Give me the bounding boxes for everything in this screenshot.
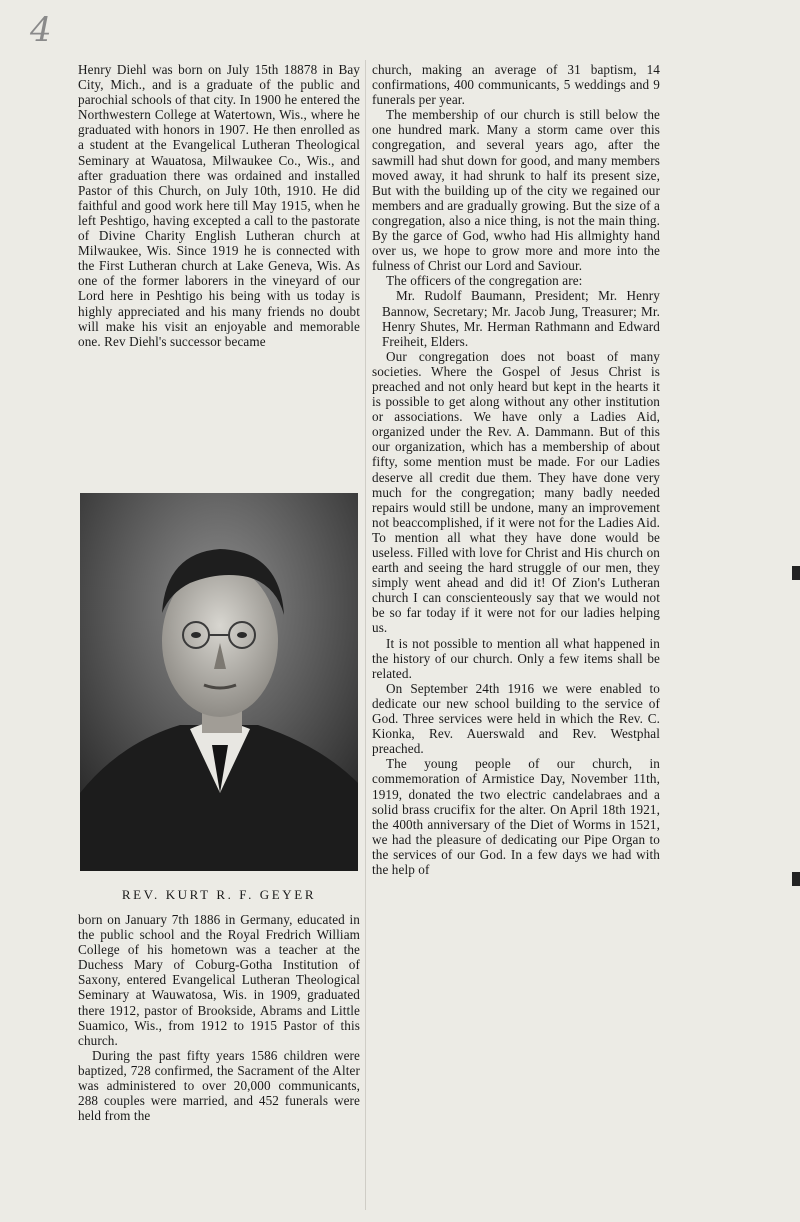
geyer-biography: born on January 7th 1886 in Germany, educated in the public school and the Royal Fredrich William College of his hometown was a teacher at the Duchess Mary of Coburg-Gotha Institution of Saxony, entered Evangelical Lutheran Theological Seminary at Wauwatosa, Wis. in 1909, graduated there 1912, pastor of Brookside, Abrams and Little Suamico, Wis., from 1912 to 1915 Pastor of this church.	[78, 912, 360, 1048]
portrait-photo	[80, 493, 358, 871]
page-number: 4	[30, 10, 52, 50]
right-column	[372, 62, 660, 877]
portrait-drawing	[80, 493, 358, 871]
column-divider	[365, 60, 366, 1210]
left-column-bottom	[78, 912, 360, 1123]
diehl-biography: Henry Diehl was born on July 15th 18878 in Bay City, Mich., and is a graduate of the public and parochial schools of that city. In 1900 he entered the Northwestern College at Watertown, Wis., where he graduated with honors in 1907. He then enrolled as a student at the Evangelical Lutheran Theological Seminary at Wauatosa, Milwaukee Co., Wis., and after graduation there was ordained and installed Pastor of this Church, on July 10th, 1910. He did faithful and good work here till May 1915, when he left Peshtigo, having excepted a call to the pastorate of Divine Charity English Lutheran church at Milwaukee, Wis. Since 1919 he is connected with the First Lutheran church at Lake Geneva, Wis. As one of the former laborers in the vineyard of our Lord here in Peshtigo his being with us today is highly appreciated and his many friends no doubt will make his visit an enjoyable and memorable one. Rev Diehl's successor became	[78, 62, 360, 349]
officers-heading: The officers of the congregation are:	[386, 273, 583, 289]
scan-mark	[792, 566, 800, 580]
armistice-paragraph: The young people of our church, in commemoration of Armistice Day, November 11th, 1919, donated the two electric candelabraes and a solid brass crucifix for the alter. On April 18th 1921, the 400th anniversary of the Diet of Worms in 1521, we had the pleasure of dedicating our Pipe Organ to the services of our God. In a few days we had with the help of	[372, 756, 660, 877]
photo-caption: REV. KURT R. F. GEYER	[121, 887, 317, 902]
scan-mark	[792, 872, 800, 886]
history-intro-paragraph: It is not possible to mention all what happened in the history of our church. Only a few items shall be related.	[372, 635, 660, 681]
ladies-aid-paragraph: Our congregation does not boast of many societies. Where the Gospel of Jesus Christ is preached and not only heard but kept in the hearts it is possible to get along without any other institution or associations. We have only a Ladies Aid, organized under the Rev. A. Dammann. But of this our organization, which has a membership of about fifty, some mention must be made. For our Ladies deserve all credit due them. They have done very much for the congregation; many badly needed repairs would still be undone, many an improvement not beaccomplished, if it were not for the Ladies Aid. To mention all what they have done would be useless. Filled with love for Christ and His church on earth and seeing the hard struggle of our men, they simply went ahead and did it! Of Zion's Lutheran church I can conscienteously say that we would not be so far today if it were not for our ladies helping us.	[372, 348, 660, 636]
statistics-paragraph: During the past fifty years 1586 children were baptized, 728 confirmed, the Sacrament of the Alter was administered to over 20,000 communicants, 288 couples were married, and 452 funerals were held from the	[78, 1047, 360, 1124]
school-dedication-paragraph: On September 24th 1916 we were enabled to dedicate our new school building to the service of God. Three services were held in which the Rev. C. Kionka, Rev. Auerswald and Rev. Westphal preached.	[372, 680, 660, 757]
averages-paragraph: church, making an average of 31 baptism, 14 confirmations, 400 communicants, 5 weddings and 9 funerals per year.	[372, 62, 660, 108]
officers-list: Mr. Rudolf Baumann, President; Mr. Henry Bannow, Secretary; Mr. Jacob Jung, Treasurer; Mr. Henry Shutes, Mr. Herman Rathmann and Edward Freiheit, Elders.	[382, 288, 660, 349]
left-column-top	[78, 62, 360, 349]
membership-paragraph: The membership of our church is still below the one hundred mark. Many a storm came over this congregation, and several years ago, after the sawmill had shut down for good, and many members moved away, it had shrunk to half its present size, But with the building up of the city we regained our members and are gradually growing. But the size of a congregation, also a nice thing, is not the main thing. By the garce of God, wwho had His allmighty hand over us, we hope to grow more and more into the fulness of Christ our Lord and Saviour.	[372, 107, 660, 274]
